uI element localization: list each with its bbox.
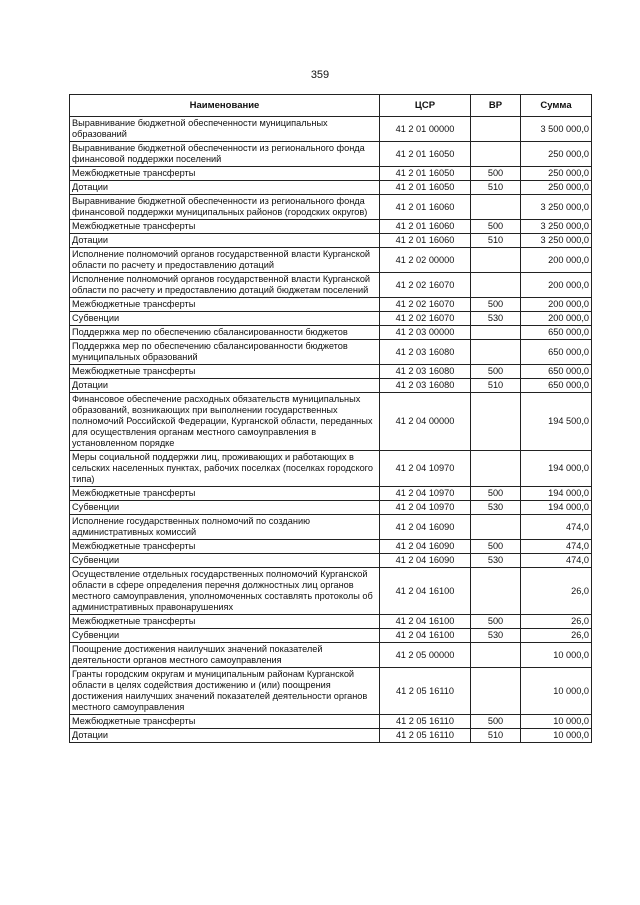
csr-cell: 41 2 04 16090 bbox=[380, 554, 471, 568]
csr-cell: 41 2 04 16100 bbox=[380, 615, 471, 629]
name-cell: Выравнивание бюджетной обеспеченности из регионального фонда финансовой поддержки муниципальных районов (городских округов) bbox=[70, 195, 380, 220]
vr-cell: 530 bbox=[471, 501, 521, 515]
name-cell: Выравнивание бюджетной обеспеченности из регионального фонда финансовой поддержки поселений bbox=[70, 142, 380, 167]
csr-cell: 41 2 05 16110 bbox=[380, 668, 471, 715]
table-row bbox=[70, 451, 592, 487]
csr-cell: 41 2 01 16060 bbox=[380, 234, 471, 248]
table-row bbox=[70, 248, 592, 273]
table-row bbox=[70, 540, 592, 554]
table-header-row bbox=[70, 95, 592, 117]
sum-cell: 200 000,0 bbox=[521, 298, 592, 312]
name-cell: Межбюджетные трансферты bbox=[70, 615, 380, 629]
csr-cell: 41 2 04 00000 bbox=[380, 393, 471, 451]
table-row bbox=[70, 142, 592, 167]
csr-cell: 41 2 05 00000 bbox=[380, 643, 471, 668]
table-row bbox=[70, 643, 592, 668]
table-row bbox=[70, 234, 592, 248]
csr-cell: 41 2 02 00000 bbox=[380, 248, 471, 273]
sum-cell: 3 250 000,0 bbox=[521, 234, 592, 248]
csr-cell: 41 2 04 16100 bbox=[380, 568, 471, 615]
table-row bbox=[70, 729, 592, 743]
vr-cell: 530 bbox=[471, 312, 521, 326]
csr-cell: 41 2 01 16050 bbox=[380, 142, 471, 167]
budget-table bbox=[69, 94, 592, 743]
name-cell: Исполнение полномочий органов государственной власти Курганской области по расчету и предоставлению дотаций бюджетам поселений bbox=[70, 273, 380, 298]
name-cell: Финансовое обеспечение расходных обязательств муниципальных образований, возникающих при выполнении государственных полномочий Российской Федерации, Курганской области, переданных для осуществления органам местного самоуправления в установленном порядке bbox=[70, 393, 380, 451]
csr-cell: 41 2 04 16090 bbox=[380, 540, 471, 554]
csr-cell: 41 2 04 10970 bbox=[380, 487, 471, 501]
vr-cell: 510 bbox=[471, 181, 521, 195]
sum-cell: 194 000,0 bbox=[521, 487, 592, 501]
table-row bbox=[70, 379, 592, 393]
sum-cell: 10 000,0 bbox=[521, 729, 592, 743]
name-cell: Субвенции bbox=[70, 629, 380, 643]
sum-cell: 194 500,0 bbox=[521, 393, 592, 451]
table-row bbox=[70, 393, 592, 451]
sum-cell: 650 000,0 bbox=[521, 326, 592, 340]
sum-cell: 650 000,0 bbox=[521, 365, 592, 379]
table-row bbox=[70, 312, 592, 326]
name-cell: Поддержка мер по обеспечению сбалансированности бюджетов bbox=[70, 326, 380, 340]
sum-cell: 26,0 bbox=[521, 629, 592, 643]
vr-cell: 500 bbox=[471, 615, 521, 629]
sum-cell: 250 000,0 bbox=[521, 142, 592, 167]
sum-cell: 474,0 bbox=[521, 540, 592, 554]
vr-cell bbox=[471, 393, 521, 451]
name-cell: Субвенции bbox=[70, 501, 380, 515]
name-cell: Межбюджетные трансферты bbox=[70, 540, 380, 554]
sum-cell: 200 000,0 bbox=[521, 312, 592, 326]
csr-cell: 41 2 05 16110 bbox=[380, 715, 471, 729]
name-cell: Меры социальной поддержки лиц, проживающих и работающих в сельских населенных пунктах, рабочих поселках (поселках городского типа) bbox=[70, 451, 380, 487]
table-row bbox=[70, 326, 592, 340]
vr-cell bbox=[471, 142, 521, 167]
name-cell: Субвенции bbox=[70, 312, 380, 326]
name-cell: Межбюджетные трансферты bbox=[70, 167, 380, 181]
name-cell: Гранты городским округам и муниципальным районам Курганской области в целях содействия достижению и (или) поощрения достижения наилучших значений показателей деятельности органов местного самоуправления bbox=[70, 668, 380, 715]
table-row bbox=[70, 220, 592, 234]
csr-cell: 41 2 04 16090 bbox=[380, 515, 471, 540]
vr-cell bbox=[471, 451, 521, 487]
sum-cell: 10 000,0 bbox=[521, 643, 592, 668]
table-row bbox=[70, 167, 592, 181]
table-row bbox=[70, 365, 592, 379]
csr-cell: 41 2 04 10970 bbox=[380, 451, 471, 487]
vr-cell: 500 bbox=[471, 167, 521, 181]
name-cell: Субвенции bbox=[70, 554, 380, 568]
sum-cell: 250 000,0 bbox=[521, 167, 592, 181]
header-name: Наименование bbox=[70, 95, 380, 117]
vr-cell: 500 bbox=[471, 540, 521, 554]
csr-cell: 41 2 03 16080 bbox=[380, 365, 471, 379]
name-cell: Дотации bbox=[70, 379, 380, 393]
sum-cell: 650 000,0 bbox=[521, 340, 592, 365]
table-row bbox=[70, 515, 592, 540]
csr-cell: 41 2 01 16050 bbox=[380, 181, 471, 195]
table-row bbox=[70, 568, 592, 615]
vr-cell bbox=[471, 117, 521, 142]
csr-cell: 41 2 02 16070 bbox=[380, 273, 471, 298]
sum-cell: 3 250 000,0 bbox=[521, 220, 592, 234]
name-cell: Дотации bbox=[70, 729, 380, 743]
vr-cell: 500 bbox=[471, 487, 521, 501]
sum-cell: 26,0 bbox=[521, 615, 592, 629]
vr-cell bbox=[471, 515, 521, 540]
sum-cell: 194 000,0 bbox=[521, 451, 592, 487]
csr-cell: 41 2 01 00000 bbox=[380, 117, 471, 142]
name-cell: Дотации bbox=[70, 234, 380, 248]
sum-cell: 3 500 000,0 bbox=[521, 117, 592, 142]
vr-cell: 510 bbox=[471, 379, 521, 393]
name-cell: Дотации bbox=[70, 181, 380, 195]
vr-cell: 530 bbox=[471, 629, 521, 643]
header-vr: ВР bbox=[471, 95, 521, 117]
vr-cell: 500 bbox=[471, 365, 521, 379]
table-row bbox=[70, 554, 592, 568]
table-row bbox=[70, 117, 592, 142]
sum-cell: 250 000,0 bbox=[521, 181, 592, 195]
table-row bbox=[70, 298, 592, 312]
name-cell: Исполнение государственных полномочий по созданию административных комиссий bbox=[70, 515, 380, 540]
csr-cell: 41 2 01 16060 bbox=[380, 195, 471, 220]
csr-cell: 41 2 04 10970 bbox=[380, 501, 471, 515]
vr-cell bbox=[471, 568, 521, 615]
sum-cell: 200 000,0 bbox=[521, 248, 592, 273]
table-row bbox=[70, 487, 592, 501]
sum-cell: 200 000,0 bbox=[521, 273, 592, 298]
csr-cell: 41 2 05 16110 bbox=[380, 729, 471, 743]
table-row bbox=[70, 629, 592, 643]
vr-cell bbox=[471, 248, 521, 273]
sum-cell: 474,0 bbox=[521, 554, 592, 568]
csr-cell: 41 2 03 16080 bbox=[380, 379, 471, 393]
name-cell: Межбюджетные трансферты bbox=[70, 487, 380, 501]
sum-cell: 10 000,0 bbox=[521, 715, 592, 729]
name-cell: Межбюджетные трансферты bbox=[70, 220, 380, 234]
vr-cell: 530 bbox=[471, 554, 521, 568]
vr-cell: 500 bbox=[471, 715, 521, 729]
name-cell: Выравнивание бюджетной обеспеченности муниципальных образований bbox=[70, 117, 380, 142]
table-row bbox=[70, 668, 592, 715]
csr-cell: 41 2 03 16080 bbox=[380, 340, 471, 365]
sum-cell: 194 000,0 bbox=[521, 501, 592, 515]
sum-cell: 26,0 bbox=[521, 568, 592, 615]
name-cell: Поощрение достижения наилучших значений показателей деятельности органов местного самоуправления bbox=[70, 643, 380, 668]
table-row bbox=[70, 340, 592, 365]
table-row bbox=[70, 181, 592, 195]
table-row bbox=[70, 715, 592, 729]
vr-cell bbox=[471, 195, 521, 220]
sum-cell: 3 250 000,0 bbox=[521, 195, 592, 220]
vr-cell: 510 bbox=[471, 234, 521, 248]
vr-cell: 510 bbox=[471, 729, 521, 743]
header-sum: Сумма bbox=[521, 95, 592, 117]
name-cell: Межбюджетные трансферты bbox=[70, 715, 380, 729]
csr-cell: 41 2 02 16070 bbox=[380, 298, 471, 312]
csr-cell: 41 2 03 00000 bbox=[380, 326, 471, 340]
vr-cell: 500 bbox=[471, 298, 521, 312]
name-cell: Межбюджетные трансферты bbox=[70, 365, 380, 379]
name-cell: Поддержка мер по обеспечению сбалансированности бюджетов муниципальных образований bbox=[70, 340, 380, 365]
table-row bbox=[70, 501, 592, 515]
sum-cell: 474,0 bbox=[521, 515, 592, 540]
name-cell: Исполнение полномочий органов государственной власти Курганской области по расчету и предоставлению дотаций bbox=[70, 248, 380, 273]
vr-cell bbox=[471, 340, 521, 365]
name-cell: Межбюджетные трансферты bbox=[70, 298, 380, 312]
sum-cell: 650 000,0 bbox=[521, 379, 592, 393]
vr-cell bbox=[471, 643, 521, 668]
vr-cell: 500 bbox=[471, 220, 521, 234]
table-row bbox=[70, 273, 592, 298]
sum-cell: 10 000,0 bbox=[521, 668, 592, 715]
vr-cell bbox=[471, 326, 521, 340]
table-row bbox=[70, 615, 592, 629]
csr-cell: 41 2 04 16100 bbox=[380, 629, 471, 643]
header-csr: ЦСР bbox=[380, 95, 471, 117]
csr-cell: 41 2 02 16070 bbox=[380, 312, 471, 326]
table-row bbox=[70, 195, 592, 220]
vr-cell bbox=[471, 273, 521, 298]
vr-cell bbox=[471, 668, 521, 715]
csr-cell: 41 2 01 16060 bbox=[380, 220, 471, 234]
name-cell: Осуществление отдельных государственных полномочий Курганской области в сфере определения перечня должностных лиц органов местного самоуправления, уполномоченных составлять протоколы об административных правонарушениях bbox=[70, 568, 380, 615]
page-number: 359 bbox=[310, 69, 330, 81]
csr-cell: 41 2 01 16050 bbox=[380, 167, 471, 181]
